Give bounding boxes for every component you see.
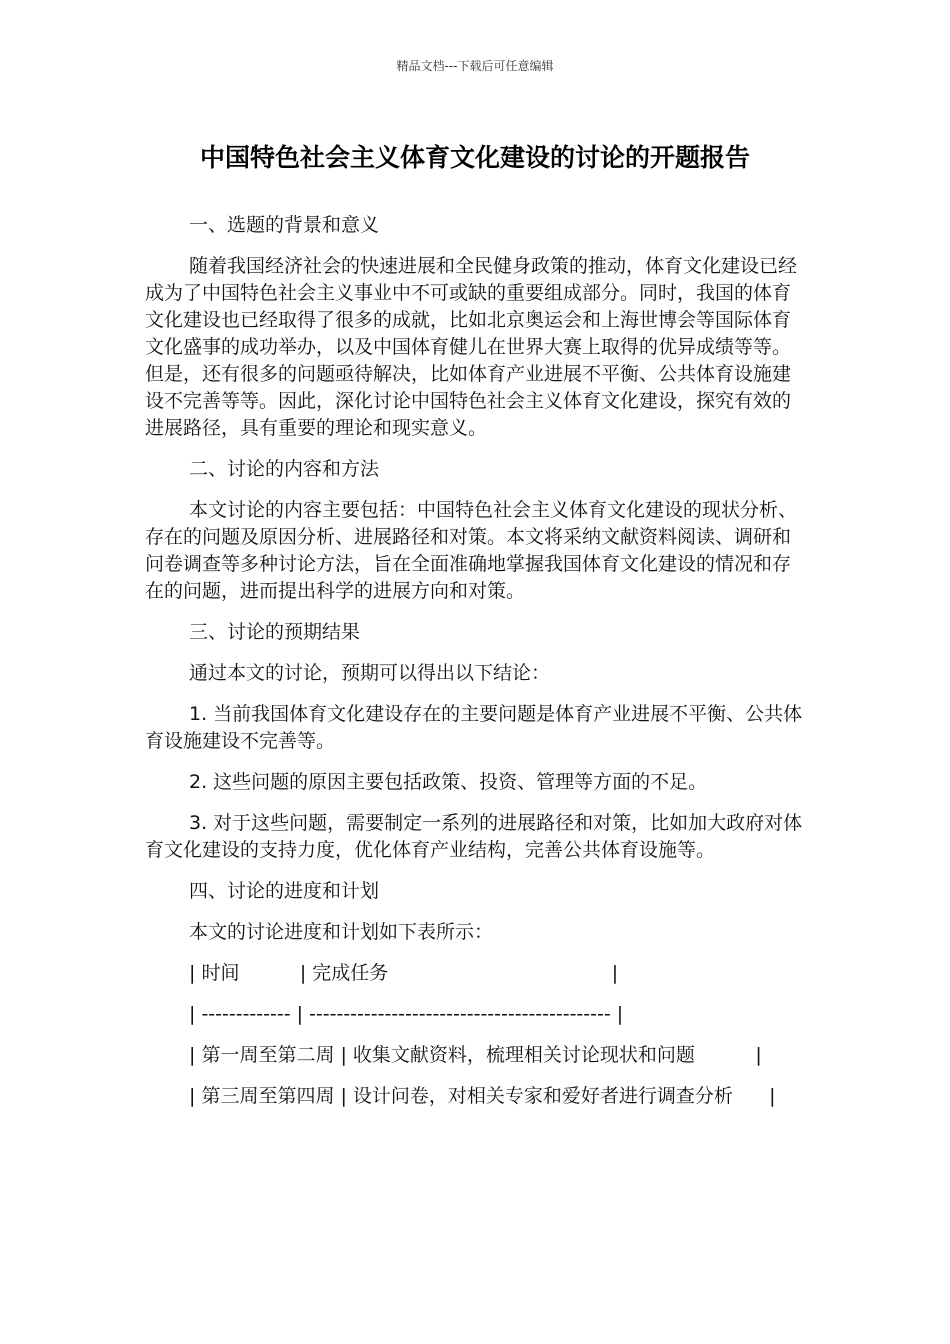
section-3-intro: 通过本文的讨论，预期可以得出以下结论： (189, 662, 551, 684)
plan-table-header-row: | 时间 | 完成任务 | (189, 962, 619, 984)
plan-table-row: | 第一周至第二周 | 收集文献资料，梳理相关讨论现状和问题 | (189, 1044, 762, 1066)
conclusion-item-3: 3. 对于这些问题，需要制定一系列的进展路径和对策，比如加大政府对体育文化建设的支持力度，优化体育产业结构，完善公共体育设施等。 (145, 812, 803, 861)
section-4-intro: 本文的讨论进度和计划如下表所示： (189, 921, 494, 943)
page-header-watermark: 精品文档---下载后可任意编辑 (396, 59, 554, 73)
section-1-paragraph: 随着我国经济社会的快速进展和全民健身政策的推动，体育文化建设已经成为了中国特色社会主义事业中不可或缺的重要组成部分。同时，我国的体育文化建设也已经取得了很多的成就，比如北京奥运会和上海世博会等国际体育文化盛事的成功举办，以及中国体育健儿在世界大赛上取得的优异成绩等等。但是，还有很多的问题亟待解决，比如体育产业进展不平衡、公共体育设施建设不完善等等。因此，深化讨论中国特色社会主义体育文化建设，探究有效的进展路径，具有重要的理论和现实意义。 (145, 255, 798, 439)
document-body (145, 212, 805, 1124)
conclusion-item-2: 2. 这些问题的原因主要包括政策、投资、管理等方面的不足。 (189, 771, 708, 793)
section-heading-2: 二、讨论的内容和方法 (189, 458, 380, 480)
section-heading-1: 一、选题的背景和意义 (189, 214, 380, 236)
plan-table-row: | 第三周至第四周 | 设计问卷，对相关专家和爱好者进行调查分析 | (189, 1085, 776, 1107)
plan-table-separator-row: | ------------- | -------------------------------------------- | (189, 1003, 624, 1025)
conclusion-item-1: 1. 当前我国体育文化建设存在的主要问题是体育产业进展不平衡、公共体育设施建设不完善等。 (145, 703, 803, 752)
section-heading-4: 四、讨论的进度和计划 (189, 880, 380, 902)
section-2-paragraph: 本文讨论的内容主要包括：中国特色社会主义体育文化建设的现状分析、存在的问题及原因分析、进展路径和对策。本文将采纳文献资料阅读、调研和问卷调查等多种讨论方法，旨在全面准确地掌握我国体育文化建设的情况和存在的问题，进而提出科学的进展方向和对策。 (145, 499, 798, 602)
section-heading-3: 三、讨论的预期结果 (189, 621, 361, 643)
document-title: 中国特色社会主义体育文化建设的讨论的开题报告 (199, 143, 750, 172)
